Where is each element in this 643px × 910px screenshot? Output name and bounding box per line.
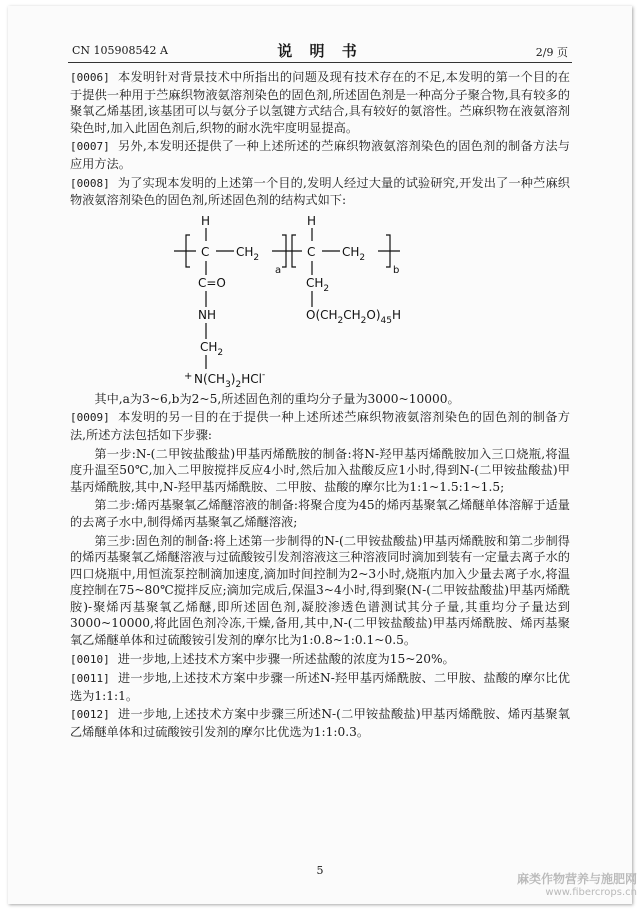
paragraph-0010: [70, 651, 570, 669]
paragraph-0008: [70, 175, 570, 209]
watermark-title: 麻类作物营养与施肥网: [516, 872, 637, 886]
document-body: [70, 69, 570, 743]
page-info: 2/9 页: [535, 46, 568, 59]
formula-c-right: C: [307, 244, 316, 259]
paragraph-tag: [0007]: [70, 140, 110, 154]
header-rule: [68, 62, 572, 63]
formula-c-left: C: [201, 244, 210, 259]
formula-ch2-side: $CH_2$: [306, 275, 330, 294]
formula-ether-chain: $O(CH_2CH_2O)_{45}H$: [306, 307, 402, 326]
paragraph-text: 进一步地,上述技术方案中步骤一所述盐酸的浓度为15~20%。: [117, 651, 455, 666]
paragraph-tag: [0008]: [70, 176, 110, 190]
paragraph-text: 另外,本发明还提供了一种上述所述的苎麻织物液氨溶剂染色的固色剂的制备方法与应用方法。: [70, 139, 570, 171]
document-page: [8, 6, 632, 904]
formula-h-left: H: [201, 213, 211, 228]
formula-plus: +: [184, 370, 193, 382]
paragraph-tag: [0011]: [70, 672, 110, 686]
paragraph-text: 本发明的另一目的在于提供一种上述所述苎麻织物液氨溶剂染色的固色剂的制备方法,所述方法包括如下步骤:: [70, 410, 570, 442]
paragraph-text: 为了实现本发明的上述第一个目的,发明人经过大量的试验研究,开发出了一种苎麻织物液氨溶剂染色的固色剂,所述固色剂的结构式如下:: [70, 175, 570, 208]
watermark: [517, 870, 637, 898]
formula-nh: NH: [198, 307, 216, 322]
step-1: 第一步:N-(二甲铵盐酸盐)甲基丙烯酰胺的制备:将N-羟甲基丙烯酰胺加入三口烧瓶,将温度升温至50℃,加入二甲胺搅拌反应4小时,然后加入盐酸反应1小时,得到N-(二甲铵盐酸盐)甲基丙烯酰胺,其中,N-羟甲基丙烯酰胺、二甲胺、盐酸的摩尔比为1:1~1.5:1~1.5;: [70, 446, 570, 494]
formula-ch2-chain: $CH_2$: [200, 339, 224, 358]
watermark-url: www.fibercrops.cn: [545, 887, 637, 898]
paragraph-tag: [0010]: [70, 652, 110, 666]
formula-sub-b: b: [393, 264, 400, 276]
structural-formula: [70, 211, 570, 389]
paragraph-0006: [70, 69, 570, 136]
formula-drawing: [160, 211, 460, 389]
paragraph-text: 本发明针对背景技术中所指出的问题及现有技术存在的不足,本发明的第一个目的在于提供一种用于苎麻织物液氨溶剂染色的固色剂,所述固色剂是一种高分子聚合物,具有较多的聚氧乙烯基团,该基团可以与氨分子以氢键方式结合,具有较好的氨溶性。苎麻织物在液氨溶剂染色时,加入此固色剂后,织物的耐水洗牢度明显提高。: [70, 70, 570, 135]
formula-amine: $N(CH_3)_2HCl^-$: [194, 369, 266, 389]
paragraph-0009: [70, 409, 570, 443]
formula-note: 其中,a为3~6,b为2~5,所述固色剂的重均分子量为3000~10000。: [94, 391, 460, 406]
patent-number: CN 105908542 A: [72, 44, 168, 57]
paragraph-0011: [70, 670, 570, 704]
paragraph-0007: [70, 138, 570, 172]
paragraph-tag: [0006]: [70, 71, 110, 84]
step-2: 第二步:烯丙基聚氧乙烯醚溶液的制备:将聚合度为45的烯丙基聚氧乙烯醚单体溶解于适量的去离子水中,制得烯丙基聚氧乙烯醚溶液;: [70, 498, 570, 529]
formula-ch-b: $CH_2$: [342, 244, 366, 263]
paragraph-tag: [0009]: [70, 411, 110, 425]
paragraph-text: 进一步地,上述技术方案中步骤三所述N-(二甲铵盐酸盐)甲基丙烯酰胺、烯丙基聚氧乙烯醚单体和过硫酸铵引发剂的摩尔比优选为1:1:0.3。: [70, 707, 570, 740]
formula-sub-a: a: [275, 264, 282, 276]
formula-carbonyl: C=O: [198, 275, 226, 290]
page-number: 5: [316, 864, 324, 877]
formula-h-right: H: [307, 213, 317, 228]
paragraph-0012: [70, 706, 570, 740]
formula-ch-a: $CH_2$: [236, 244, 260, 263]
step-3: 第三步:固色剂的制备:将上述第一步制得的N-(二甲铵盐酸盐)甲基丙烯酰胺和第二步制得的烯丙基聚氧乙烯醚溶液与过硫酸铵引发剂溶液这三种溶液同时滴加到装有一定量去离子水的四口烧瓶中,用恒流泵控制滴加速度,滴加时间控制为2~3小时,烧瓶内加入少量去离子水,将温度控制在75~80℃搅拌反应;滴加完成后,保温3~4小时,得到聚(N-(二甲铵盐酸盐)甲基丙烯酰胺)-聚烯丙基聚氧乙烯醚,即所述固色剂,凝胶渗透色谱测试其分子量,其重均分子量达到3000~10000,将此固色剂冷冻,干燥,备用,其中,N-(二甲铵盐酸盐)甲基丙烯酰胺、烯丙基聚氧乙烯醚单体和过硫酸铵引发剂的摩尔比为1:0.8~1:0.1~0.5。: [70, 533, 570, 648]
paragraph-text: 进一步地,上述技术方案中步骤一所述N-羟甲基丙烯酰胺、二甲胺、盐酸的摩尔比优选为1:1:1。: [70, 671, 570, 703]
document-title: 说 明 书: [277, 42, 363, 60]
paragraph-tag: [0012]: [70, 708, 110, 722]
